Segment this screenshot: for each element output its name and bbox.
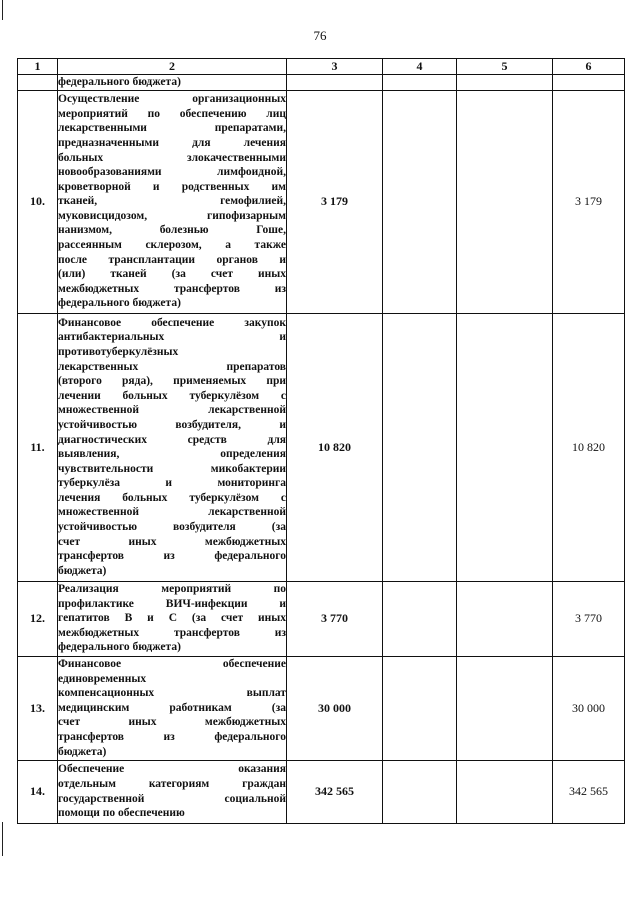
description-line: мероприятий по обеспечению лиц bbox=[58, 107, 286, 120]
row-col6-value: 10 820 bbox=[553, 313, 625, 581]
description-line: муковисцидозом, гипофизарным bbox=[58, 209, 286, 222]
description-line: федерального бюджета) bbox=[58, 641, 181, 654]
description-line: (или) тканей (за счет иных bbox=[58, 268, 286, 281]
row-col3-value: 3 770 bbox=[287, 581, 383, 656]
description-line: устойчивостью возбудителя (за bbox=[58, 521, 286, 534]
row-col4-value bbox=[383, 90, 457, 313]
description-line: федерального бюджета) bbox=[58, 76, 181, 88]
description-line: медицинским работникам (за bbox=[58, 701, 286, 714]
row-col5-value bbox=[457, 90, 553, 313]
row-description bbox=[58, 581, 287, 656]
table-body bbox=[18, 75, 625, 824]
row-col3-value: 10 820 bbox=[287, 313, 383, 581]
header-cell: 5 bbox=[457, 59, 553, 75]
description-line: помощи по обеспечению bbox=[58, 807, 185, 820]
description-line: федерального бюджета) bbox=[58, 297, 181, 310]
table-row bbox=[18, 313, 625, 581]
description-line: (второго ряда), применяемых при bbox=[58, 375, 286, 388]
description-line: межбюджетных трансфертов из bbox=[58, 626, 286, 639]
row-col4-value bbox=[383, 760, 457, 823]
description-line: тканей, гемофилией, bbox=[58, 195, 286, 208]
row-col4-value bbox=[383, 581, 457, 656]
row-description bbox=[58, 760, 287, 823]
header-row bbox=[18, 59, 625, 75]
row-col5-value bbox=[457, 313, 553, 581]
table-header bbox=[18, 59, 625, 75]
description-line: антибактериальных и bbox=[58, 331, 286, 344]
description-line: устойчивостью возбудителя, и bbox=[58, 418, 286, 431]
row-col4-value bbox=[383, 75, 457, 91]
description-line: трансфертов из федерального bbox=[58, 730, 286, 743]
table-row bbox=[18, 75, 625, 91]
description-line: межбюджетных трансфертов из bbox=[58, 282, 286, 295]
budget-table bbox=[17, 58, 625, 824]
description-line: Финансовое обеспечение bbox=[58, 658, 286, 671]
description-line: новообразованиями лимфоидной, bbox=[58, 166, 286, 179]
description-line: бюджета) bbox=[58, 564, 107, 577]
header-cell: 3 bbox=[287, 59, 383, 75]
row-col6-value: 30 000 bbox=[553, 656, 625, 760]
header-cell: 2 bbox=[58, 59, 287, 75]
description-line: гепатитов В и С (за счет иных bbox=[58, 612, 286, 625]
row-number: 10. bbox=[18, 90, 58, 313]
scan-edge-mark-top bbox=[2, 0, 3, 20]
description-line: больных злокачественными bbox=[58, 151, 286, 164]
table-row bbox=[18, 581, 625, 656]
description-line: лечении больных туберкулёзом с bbox=[58, 389, 286, 402]
page-number: 76 bbox=[313, 28, 327, 43]
header-cell: 4 bbox=[383, 59, 457, 75]
description-line: государственной социальной bbox=[58, 792, 286, 805]
row-col6-value: 3 770 bbox=[553, 581, 625, 656]
row-col6-value: 342 565 bbox=[553, 760, 625, 823]
description-line: рассеянным склерозом, а также bbox=[58, 239, 286, 252]
description-line: Обеспечение оказания bbox=[58, 763, 286, 776]
row-description bbox=[58, 90, 287, 313]
row-col5-value bbox=[457, 75, 553, 91]
row-col6-value bbox=[553, 75, 625, 91]
description-line: кроветворной и родственных им bbox=[58, 180, 286, 193]
description-line: Реализация мероприятий по bbox=[58, 583, 286, 596]
description-line: выявления, определения bbox=[58, 448, 286, 461]
description-line: противотуберкулёзных bbox=[58, 345, 179, 358]
row-number bbox=[18, 75, 58, 91]
row-col3-value: 3 179 bbox=[287, 90, 383, 313]
description-line: предназначенными для лечения bbox=[58, 136, 286, 149]
description-line: чувствительности микобактерии bbox=[58, 462, 286, 475]
description-line: единовременных bbox=[58, 672, 147, 685]
description-line: отдельным категориям граждан bbox=[58, 778, 286, 790]
row-col3-value: 342 565 bbox=[287, 760, 383, 823]
row-col3-value bbox=[287, 75, 383, 91]
row-description bbox=[58, 656, 287, 760]
description-line: лекарственных препаратов bbox=[58, 360, 286, 373]
description-line: лечения больных туберкулёзом с bbox=[58, 491, 286, 504]
row-col4-value bbox=[383, 656, 457, 760]
description-line: туберкулёза и мониторинга bbox=[58, 477, 286, 490]
row-col5-value bbox=[457, 760, 553, 823]
description-line: бюджета) bbox=[58, 745, 107, 758]
row-number: 14. bbox=[18, 760, 58, 823]
table-row bbox=[18, 656, 625, 760]
description-line: нанизмом, болезнью Гоше, bbox=[58, 224, 286, 237]
description-line: диагностических средств для bbox=[58, 433, 286, 446]
description-line: множественной лекарственной bbox=[58, 404, 286, 417]
description-line: счет иных межбюджетных bbox=[58, 716, 286, 729]
row-col3-value: 30 000 bbox=[287, 656, 383, 760]
row-col5-value bbox=[457, 581, 553, 656]
row-col6-value: 3 179 bbox=[553, 90, 625, 313]
row-col5-value bbox=[457, 656, 553, 760]
description-line: профилактике ВИЧ-инфекции и bbox=[58, 597, 286, 610]
description-line: лекарственными препаратами, bbox=[58, 122, 286, 135]
description-line: трансфертов из федерального bbox=[58, 550, 286, 563]
header-cell: 6 bbox=[553, 59, 625, 75]
table-row bbox=[18, 760, 625, 823]
row-number: 11. bbox=[18, 313, 58, 581]
header-cell: 1 bbox=[18, 59, 58, 75]
scan-edge-mark-bottom bbox=[2, 822, 3, 856]
description-line: после трансплантации органов и bbox=[58, 253, 286, 266]
description-line: Осуществление организационных bbox=[58, 93, 286, 106]
row-description bbox=[58, 313, 287, 581]
row-number: 13. bbox=[18, 656, 58, 760]
description-line: Финансовое обеспечение закупок bbox=[58, 316, 286, 329]
row-number: 12. bbox=[18, 581, 58, 656]
table-row bbox=[18, 90, 625, 313]
description-line: множественной лекарственной bbox=[58, 506, 286, 519]
row-description bbox=[58, 75, 287, 91]
description-line: компенсационных выплат bbox=[58, 687, 286, 700]
description-line: счет иных межбюджетных bbox=[58, 535, 286, 548]
row-col4-value bbox=[383, 313, 457, 581]
